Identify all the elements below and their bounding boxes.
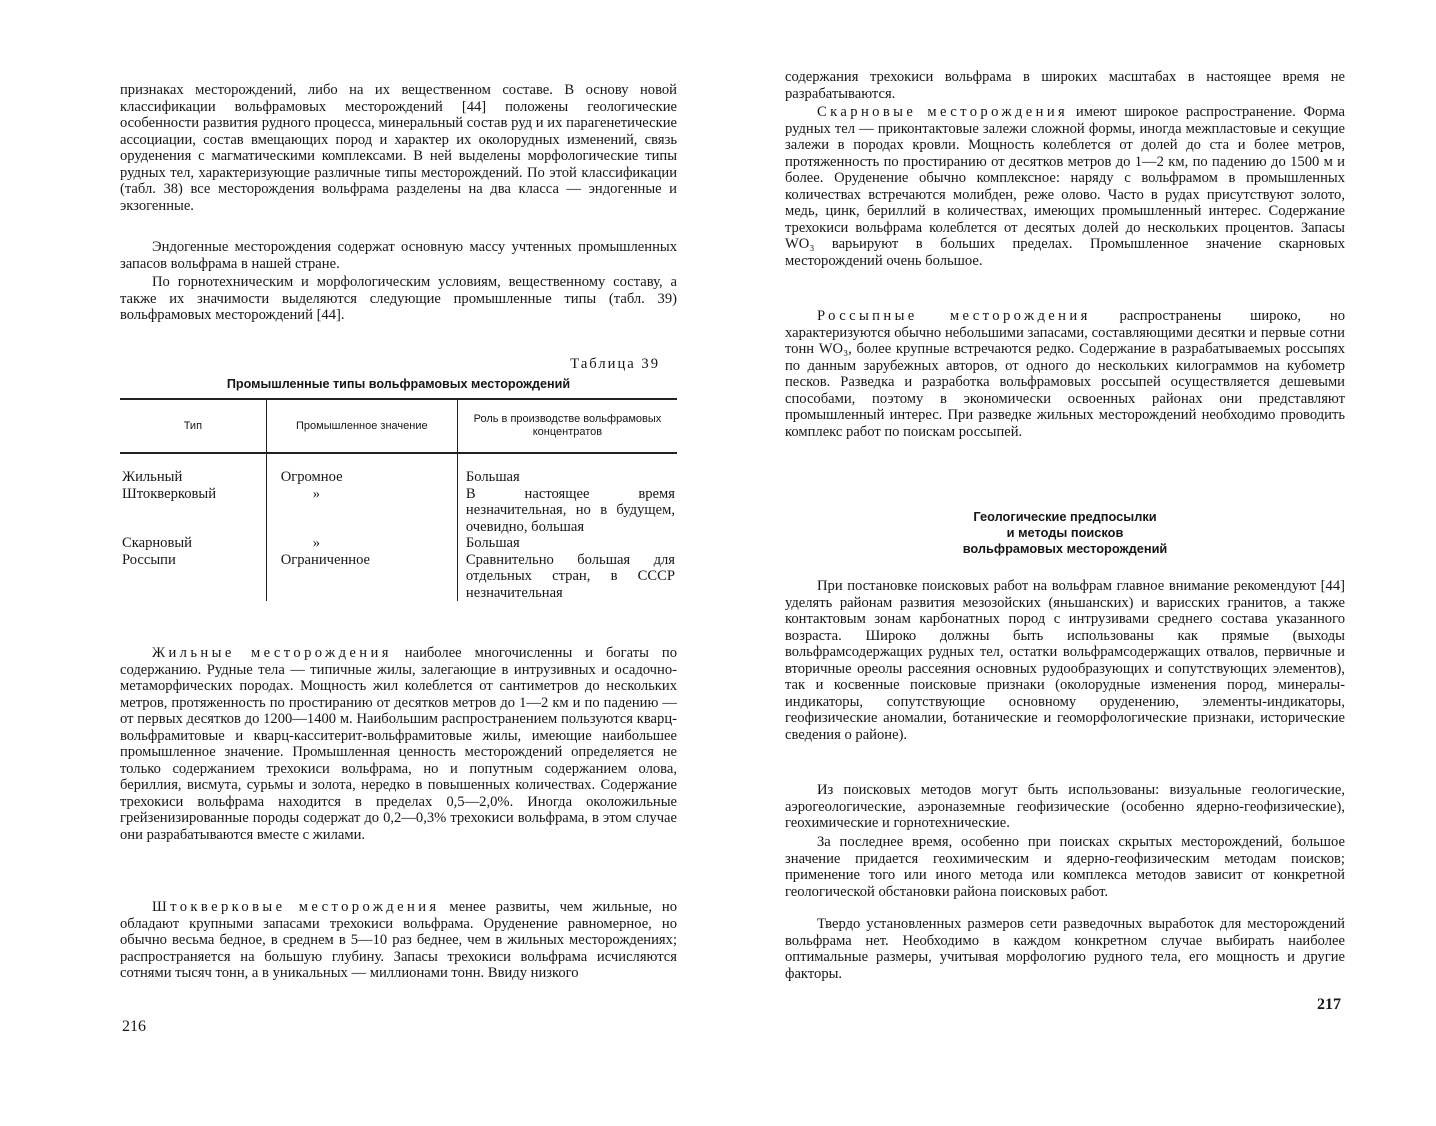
paragraph: По горнотехническим и морфологическим условиям, вещественному составу, а также их значимости выделяются следующие промышленные типы (табл. 39) вольфрамовых месторождений [44]. bbox=[120, 274, 677, 323]
table-header-cell: Роль в производстве вольфрамовых концентратов bbox=[457, 399, 677, 453]
table-row bbox=[120, 552, 677, 602]
table-cell: Ограниченное bbox=[266, 552, 457, 602]
section-lead: Россыпные месторождения bbox=[817, 308, 1091, 324]
paragraph: Россыпные месторождения распространены широко, но характеризуются обычно небольшими запасами, составляющими десятки и первые сотни тонн WO₃, более крупные встречаются редко. Содержание в разрабатываемых россыпях по данным зарубежных авторов, от одного до нескольких килограммов на кубометр песков. Разведка и разработка вольфрамовых россыпей осуществляется дешевыми способами, поэтому в экономически освоенных районах они представляют промышленный интерес. При разведке жильных месторождений необходимо проводить комплекс работ по поискам россыпей. bbox=[785, 308, 1345, 440]
table-cell: Огромное bbox=[266, 469, 457, 486]
table-header-cell: Промышленное значение bbox=[266, 399, 457, 453]
paragraph: содержания трехокиси вольфрама в широких масштабах в настоящее время не разрабатываются. bbox=[785, 69, 1345, 102]
paragraph: При постановке поисковых работ на вольфрам главное внимание рекомендуют [44] уделять районам развития мезозойских (яньшанских) и варисских гранитов, а также контактовым зонам карбонатных пород с интрузивами среднего состава указанного возраста. Широко должны быть использованы как прямые (выходы вольфрамсодержащих рудных тел, остатки вольфрамсодержащих отвалов, первичные и вторичные ореолы рассеяния основных рудообразующих и сопутствующих элементов), так и косвенные поисковые признаки (околорудные изменения пород, минералы-индикаторы, сопутствующие основному оруденению, элементы-индикаторы, геофизические аномалии, ботанические и геоморфологические признаки, исторические сведения о районе). bbox=[785, 578, 1345, 743]
section-lead: Жильные месторождения bbox=[152, 645, 392, 661]
table-cell: » bbox=[266, 535, 457, 552]
table-row bbox=[120, 469, 677, 486]
table-cell: Штокверковый bbox=[122, 485, 217, 502]
table-cell: Сравнительно большая для отдельных стран, в СССР незначительная bbox=[457, 552, 677, 602]
table-cell: Жильный bbox=[122, 469, 183, 485]
table-row bbox=[120, 486, 677, 536]
paragraph: Штокверковые месторождения менее развиты, чем жильные, но обладают крупными запасами трехокиси вольфрама. Оруденение равномерное, но обычно весьма бедное, в среднем в 5—10 раз беднее, чем в жильных месторождениях; распространяется на большую глубину. Запасы трехокиси вольфрама исчисляются сотнями тысяч тонн, а в уникальных — миллионами тонн. Ввиду низкого bbox=[120, 899, 677, 981]
section-lead: Скарновые месторождения bbox=[817, 104, 1069, 120]
paragraph: Твердо установленных размеров сети разведочных выработок для месторождений вольфрама нет. Необходимо в каждом конкретном случае выбирать наиболее оптимальные размеры, учитывая морфологию рудного тела, его мощность и другие факторы. bbox=[785, 916, 1345, 982]
table-header-row bbox=[120, 399, 677, 453]
table-cell: Большая bbox=[457, 469, 677, 486]
section-heading: Геологические предпосылки и методы поисков вольфрамовых месторождений bbox=[962, 509, 1168, 556]
paragraph: Скарновые месторождения имеют широкое распространение. Форма рудных тел — приконтактовые залежи сложной формы, иногда межпластовые и секущие залежи в породах кровли. Мощность колеблется от долей до ста и более метров, протяженность по простиранию от десятков метров до 1—2 км, по падению до 1500 м и более. Оруденение обычно комплексное: наряду с вольфрамом в промышленных количествах встречаются молибден, реже олово. Часто в рудах присутствуют золото, медь, цинк, бериллий в количествах, имеющих промышленный интерес. Содержание трехокиси вольфрама колеблется от десятых долей до нескольких процентов. Запасы WO₃ варьируют в больших пределах. Промышленное значение скарновых месторождений очень большое. bbox=[785, 104, 1345, 269]
paragraph: Эндогенные месторождения содержат основную массу учтенных промышленных запасов вольфрама в нашей стране. bbox=[120, 239, 677, 272]
paragraph: признаках месторождений, либо на их вещественном составе. В основу новой классификации вольфрамовых месторождений [44] положены геологические особенности развития рудного процесса, минеральный состав руд и их парагенетические ассоциации, состав вмещающих пород и характер их околорудных изменений, связь оруденения с магматическими комплексами. В ней выделены морфологические типы рудных тел, характеризующие различные типы месторождений. По этой классификации (табл. 38) все месторождения вольфрама разделены на два класса — эндогенные и экзогенные. bbox=[120, 82, 677, 214]
table-cell: В настоящее время незначительная, но в будущем, очевидно, большая bbox=[457, 486, 677, 536]
table-header-cell: Тип bbox=[120, 399, 266, 453]
paragraph: За последнее время, особенно при поисках скрытых месторождений, большое значение придается геохимическим и ядерно-геофизическим методам поисков; применение того или иного метода или комплекса методов зависит от конкретной геологической обстановки района поисковых работ. bbox=[785, 834, 1345, 900]
table-cell: Большая bbox=[457, 535, 677, 552]
paragraph: Из поисковых методов могут быть использованы: визуальные геологические, аэрогеологические, аэроназемные геофизические (особенно ядерно-геофизические), геохимические и горнотехнические. bbox=[785, 782, 1345, 831]
section-lead: Штокверковые месторождения bbox=[152, 899, 440, 915]
paragraph: Жильные месторождения наиболее многочисленны и богаты по содержанию. Рудные тела — типичные жилы, залегающие в интрузивных и осадочно-метаморфических породах. Мощность жил колеблется от сантиметров до нескольких метров, протяженность по простиранию от десятков метров до 1—2 км и по падению — от первых десятков до 1200—1400 м. Наибольшим распространением пользуются кварц-вольфрамитовые и кварц-касситерит-вольфрамитовые жилы, имеющие наибольшее промышленное значение. Промышленная ценность месторождений определяется не только содержанием трехокиси вольфрама, но и попутным содержанием олова, бериллия, висмута, сурьмы и золота, нередко в повышенных количествах. Содержание трехокиси вольфрама находится в пределах 0,5—2,0%. Иногда околожильные грейзенизированные породы содержат до 0,2—0,3% трехокиси вольфрама, в этом случае они разрабатываются вместе с жилами. bbox=[120, 645, 677, 843]
data-table bbox=[120, 398, 677, 601]
table-row bbox=[120, 535, 677, 552]
table-label: Таблица 39 bbox=[570, 356, 660, 372]
page-number: 217 bbox=[1317, 996, 1341, 1013]
table-title: Промышленные типы вольфрамовых месторождений bbox=[226, 377, 571, 391]
table-cell: Скарновый bbox=[122, 535, 192, 551]
table-cell: Россыпи bbox=[122, 551, 176, 568]
table-cell: » bbox=[266, 486, 457, 536]
page-number: 216 bbox=[122, 1018, 146, 1035]
